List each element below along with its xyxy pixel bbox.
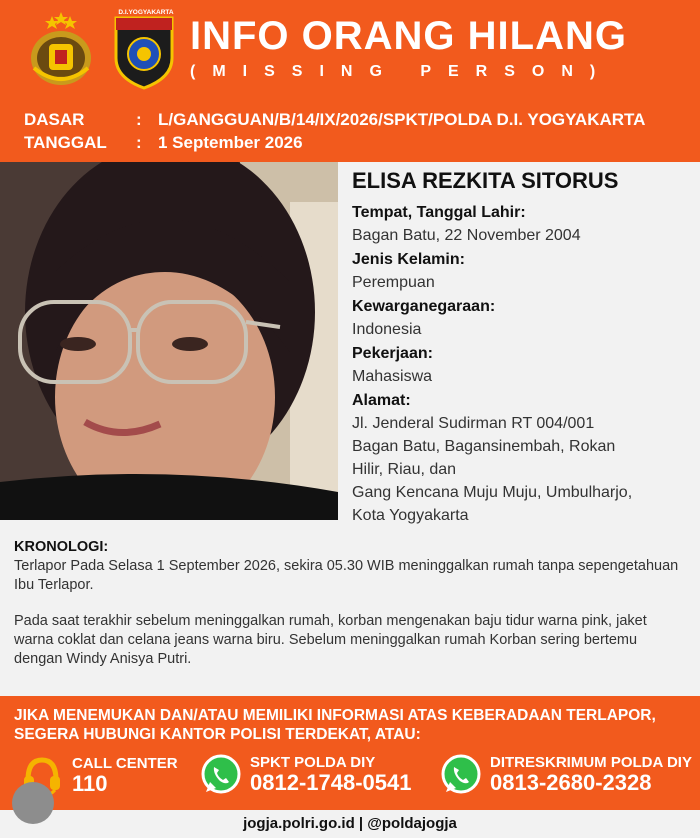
separator: : [136,110,142,129]
occupation: Mahasiswa [352,368,433,385]
contact-label: CALL CENTER [72,755,178,772]
contact-footer [0,696,700,810]
missing-person-photo [0,162,338,520]
website-social-links[interactable]: jogja.polri.go.id | @poldajogja [0,810,700,838]
logo-caption: D.I.YOGYAKARTA [118,9,174,16]
field-label: Jenis Kelamin: [352,251,465,268]
nationality: Indonesia [352,321,422,338]
call-to-action: JIKA MENEMUKAN DAN/ATAU MEMILIKI INFORMASI ATAS KEBERADAAN TERLAPOR, SEGERA HUBUNGI KANTOR POLISI TERDEKAT, ATAU: [14,707,656,743]
contact-ditreskrimum[interactable] [440,754,692,796]
separator: : [136,133,142,152]
dasar-label: DASAR [24,110,85,129]
avatar[interactable] [12,782,54,824]
whatsapp-icon [440,754,482,796]
poster-subtitle: (MISSING PERSON) [190,63,613,80]
field-label: Pekerjaan: [352,345,433,362]
contact-spkt[interactable] [200,754,411,796]
dasar-value: L/GANGGUAN/B/14/IX/2026/SPKT/POLDA D.I. YOGYAKARTA [158,110,646,129]
header-banner [0,0,700,162]
police-emblem-icon [22,12,100,90]
chronology-heading: KRONOLOGI: [14,539,109,555]
gender: Perempuan [352,274,435,291]
address: Jl. Jenderal Sudirman RT 004/001 Bagan Batu, Bagansinembah, Rokan Hilir, Riau, dan Gang Kencana Muju Muju, Umbulharjo, Kota Yogyakarta [352,415,633,524]
tanggal-label: TANGGAL [24,133,107,152]
contact-label: SPKT POLDA DIY [250,754,376,771]
poster-title: INFO ORANG HILANG [190,14,627,58]
field-label: Alamat: [352,392,411,409]
chronology-paragraph: Terlapor Pada Selasa 1 September 2026, sekira 05.30 WIB meninggalkan rumah tanpa sepengetahuan Ibu Terlapor. [14,558,679,593]
field-label: Tempat, Tanggal Lahir: [352,204,526,221]
contact-number: 110 [72,771,108,796]
tanggal-row [24,133,303,153]
dasar-row [24,110,645,130]
chronology-section [14,538,686,686]
polda-diy-shield-icon [112,8,176,90]
field-label: Kewarganegaraan: [352,298,496,315]
contact-number: 0812-1748-0541 [250,770,412,795]
contact-number: 0813-2680-2328 [490,770,652,795]
whatsapp-icon [200,754,242,796]
birth-place-date: Bagan Batu, 22 November 2004 [352,227,581,244]
chronology-paragraph: Pada saat terakhir sebelum meninggalkan rumah, korban mengenakan baju tidur warna pink, jaket warna coklat dan celana jeans warna biru. Sebelum meninggalkan rumah Korban sering bertemu dengan Windy Anisya Putri. [14,613,647,667]
person-details [352,168,692,529]
contact-label: DITRESKRIMUM POLDA DIY [490,754,692,771]
tanggal-value: 1 September 2026 [158,133,303,152]
person-name: ELISA REZKITA SITORUS [352,168,619,193]
